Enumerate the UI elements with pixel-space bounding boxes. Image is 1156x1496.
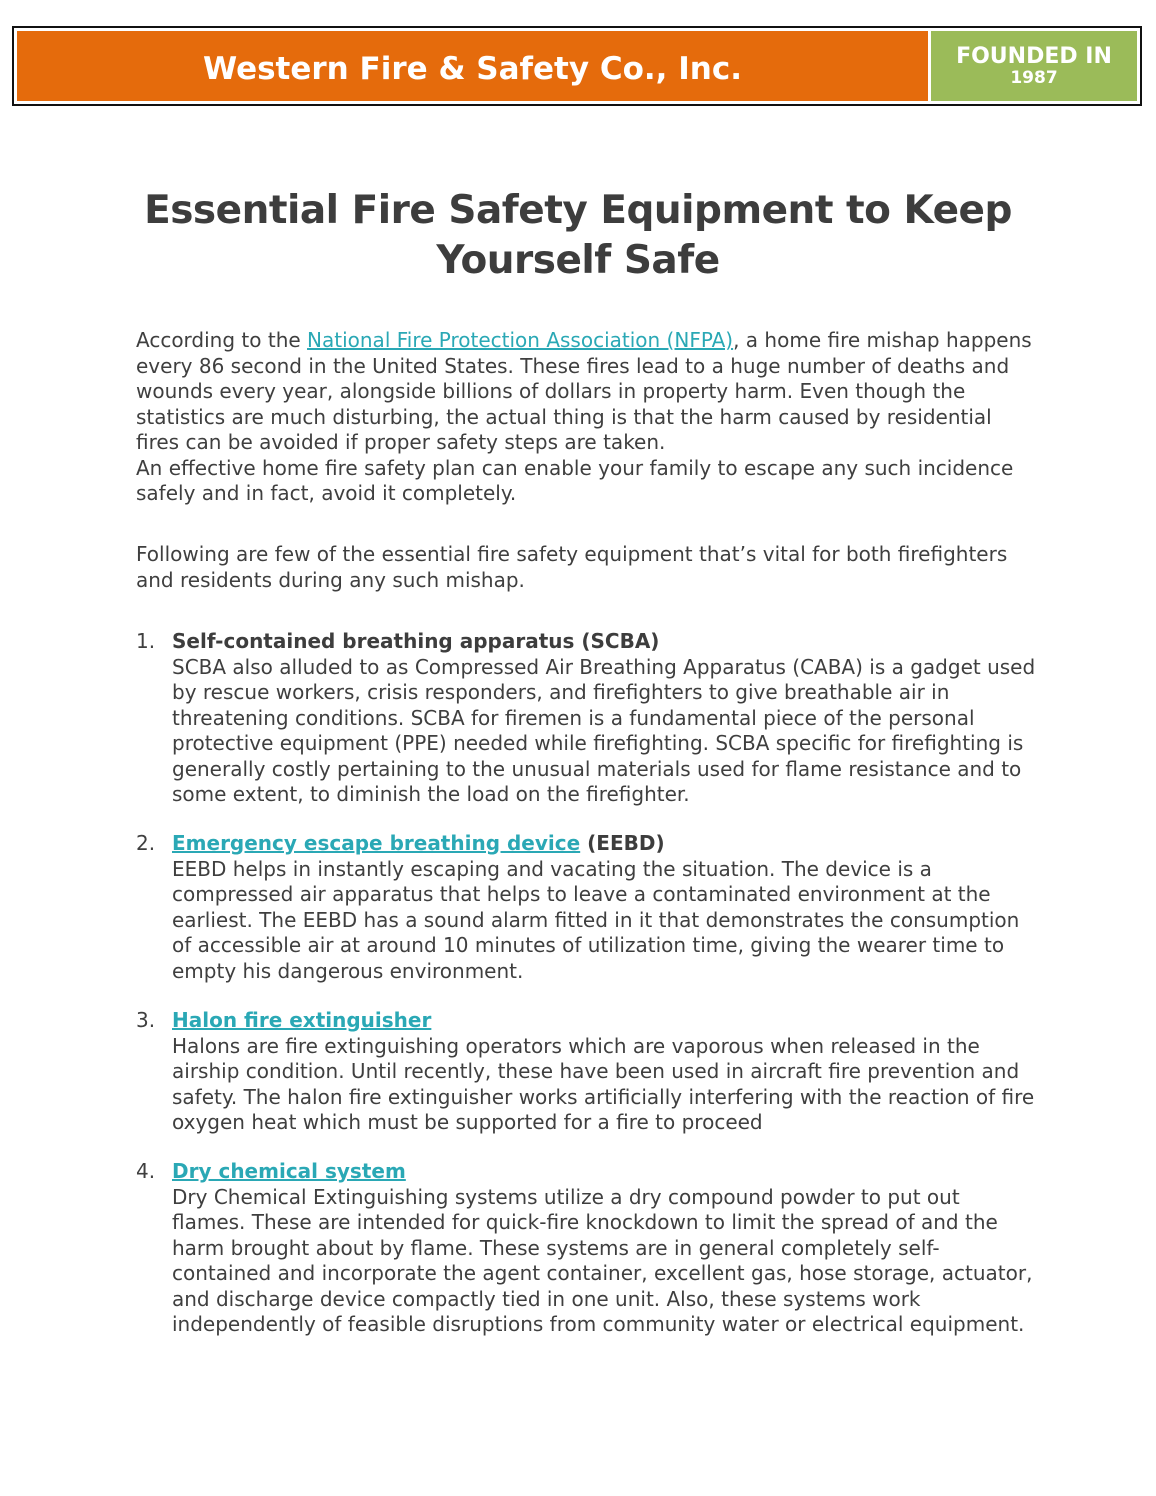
intro-suffix: , a home fire mishap happens every 86 second in the United States. These fires lead to a huge number of deaths and wounds every year, alongside billions of dollars in property harm. Even though the statistics are much disturbing, the actual thing is that the harm caused by residential fires can be avoided if proper safety steps are taken. bbox=[136, 328, 1032, 454]
title-line-1: Essential Fire Safety Equipment to Keep bbox=[144, 188, 1012, 233]
item-body-text: SCBA also alluded to as Compressed Air Breathing Apparatus (CABA) is a gadget used by rescue workers, crisis responders, and firefighters to give breathable air in threatening conditions. SCBA for firemen is a fundamental piece of the personal protective equipment (PPE) needed while firefighting. SCBA specific for firefighting is generally costly pertaining to the unusual materials used for flame resistance and to some extent, to diminish the load on the firefighter. bbox=[172, 654, 1036, 806]
intro-second: An effective home fire safety plan can enable your family to escape any such incidence safely and in fact, avoid it completely. bbox=[136, 455, 1014, 505]
eebd-link[interactable]: Emergency escape breathing device bbox=[172, 831, 581, 855]
dry-chemical-link[interactable]: Dry chemical system bbox=[172, 1159, 406, 1183]
page-header bbox=[12, 26, 1142, 106]
founded-label: FOUNDED IN bbox=[956, 43, 1112, 69]
item-number: 1. bbox=[136, 629, 156, 653]
title-line-2: Yourself Safe bbox=[436, 238, 720, 283]
item-heading: Self-contained breathing apparatus (SCBA) bbox=[172, 629, 660, 653]
item-heading bbox=[172, 1008, 1036, 1034]
halon-link[interactable]: Halon fire extinguisher bbox=[172, 1008, 432, 1032]
company-name: Western Fire & Safety Co., Inc. bbox=[17, 31, 928, 101]
item-heading bbox=[172, 831, 1036, 857]
item-body-text: EEBD helps in instantly escaping and vacating the situation. The device is a compressed air apparatus that helps to leave a contaminated environment at the earliest. The EEBD has a sound alarm fitted in it that demonstrates the consumption of accessible air at around 10 minutes of utilization time, giving the wearer time to empty his dangerous environment. bbox=[172, 856, 1020, 983]
intro-paragraph bbox=[136, 328, 1036, 507]
item-heading bbox=[172, 1159, 1036, 1185]
founded-badge bbox=[931, 31, 1137, 101]
list-item bbox=[136, 1008, 1036, 1136]
following-paragraph: Following are few of the essential fire safety equipment that’s vital for both firefighters and residents during any such mishap. bbox=[136, 542, 1008, 592]
intro-prefix: According to the bbox=[136, 328, 308, 352]
item-body-text: Halons are fire extinguishing operators which are vaporous when released in the airship condition. Until recently, these have been used in aircraft fire prevention and safety. The halon fire extinguisher works artificially interfering with the reaction of fire oxygen heat which must be supported for a fire to proceed bbox=[172, 1033, 1035, 1134]
item-number: 2. bbox=[136, 831, 156, 855]
item-number: 3. bbox=[136, 1008, 156, 1032]
list-item bbox=[136, 831, 1036, 984]
nfpa-link[interactable]: National Fire Protection Association (NFPA) bbox=[307, 328, 734, 352]
founded-year: 1987 bbox=[1010, 67, 1058, 88]
item-body-text: Dry Chemical Extinguishing systems utilize a dry compound powder to put out flames. These are intended for quick-fire knockdown to limit the spread of and the harm brought about by flame. These systems are in general completely self-contained and incorporate the agent container, excellent gas, hose storage, actuator, and discharge device compactly tied in one unit. Also, these systems work independently of feasible disruptions from community water or electrical equipment. bbox=[172, 1184, 1033, 1336]
list-item bbox=[136, 1159, 1036, 1338]
page-title bbox=[100, 186, 1056, 286]
item-number: 4. bbox=[136, 1159, 156, 1183]
item-heading-suffix: (EEBD) bbox=[580, 831, 665, 855]
list-item bbox=[136, 629, 1036, 808]
